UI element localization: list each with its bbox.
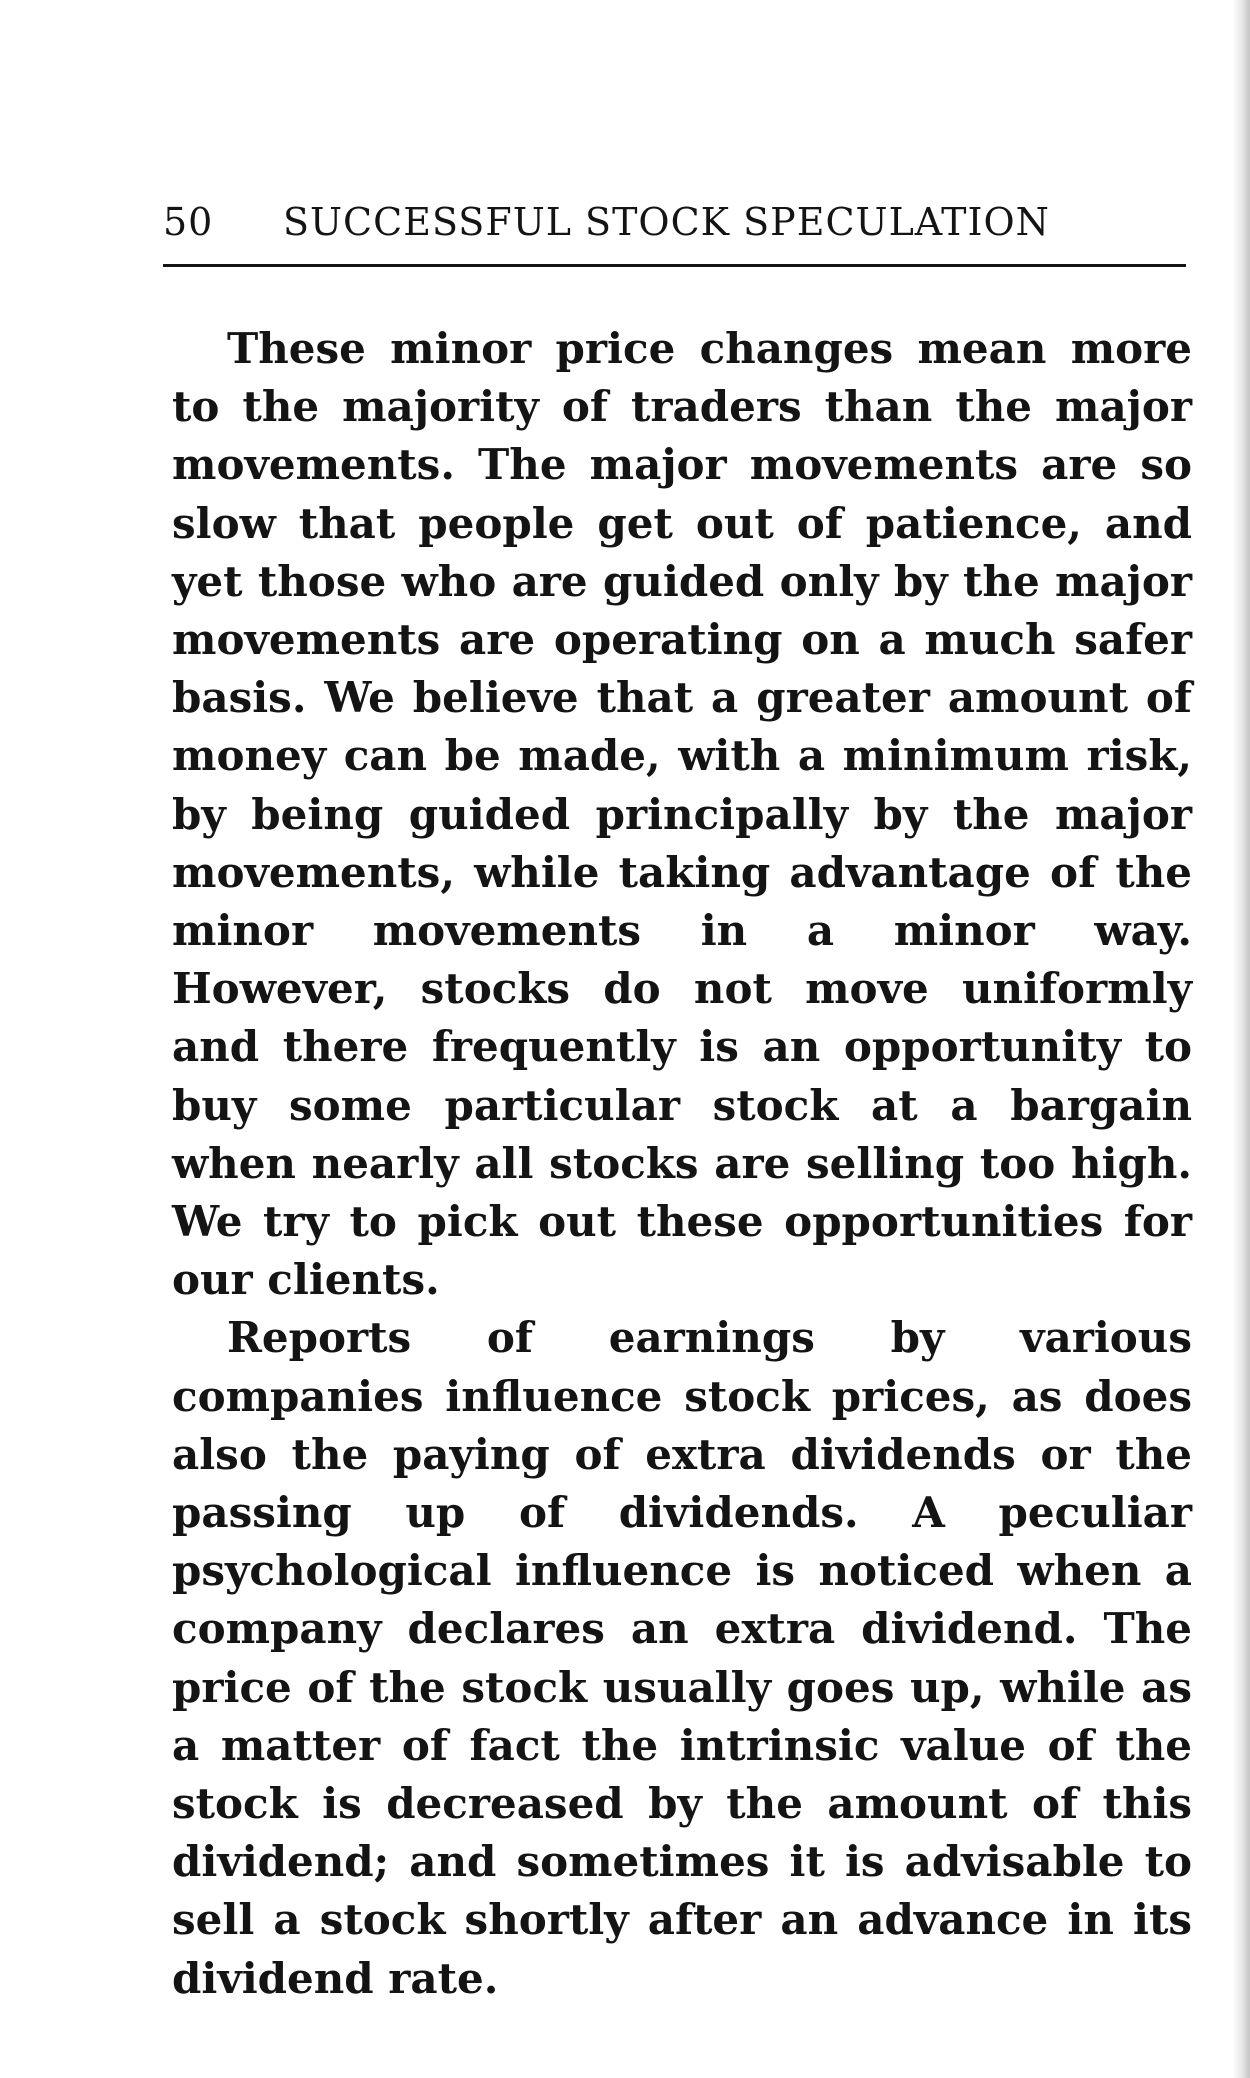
page-number: 50: [163, 200, 214, 244]
paragraph-1: These minor price changes mean more to the majority of traders than the major movements. The major movements are so slow that people get out of patience, and yet those who are guided only by the major movements are operating on a much safer basis. We believe that a greater amount of money can be made, with a minimum risk, by being guided principally by the major movements, while taking advantage of the minor movements in a minor way. However, stocks do not move uniformly and there frequently is an opportunity to buy some particular stock at a bargain when nearly all stocks are selling too high. We try to pick out these opportunities for our clients.: [172, 324, 1192, 1305]
page-edge-shadow: [1232, 0, 1250, 2078]
paragraph-2: Reports of earnings by various companies influence stock prices, as does also the paying of extra dividends or the passing up of dividends. A peculiar psychological influence is noticed when a company declares an extra dividend. The price of the stock usually goes up, while as a matter of fact the intrinsic value of the stock is decreased by the amount of this dividend; and sometimes it is advisable to sell a stock shortly after an advance in its dividend rate.: [172, 1313, 1192, 2003]
running-title: SUCCESSFUL STOCK SPECULATION: [283, 200, 1050, 244]
body-text: [172, 320, 1192, 2008]
page-header: [163, 200, 1186, 258]
header-rule: [163, 264, 1186, 267]
